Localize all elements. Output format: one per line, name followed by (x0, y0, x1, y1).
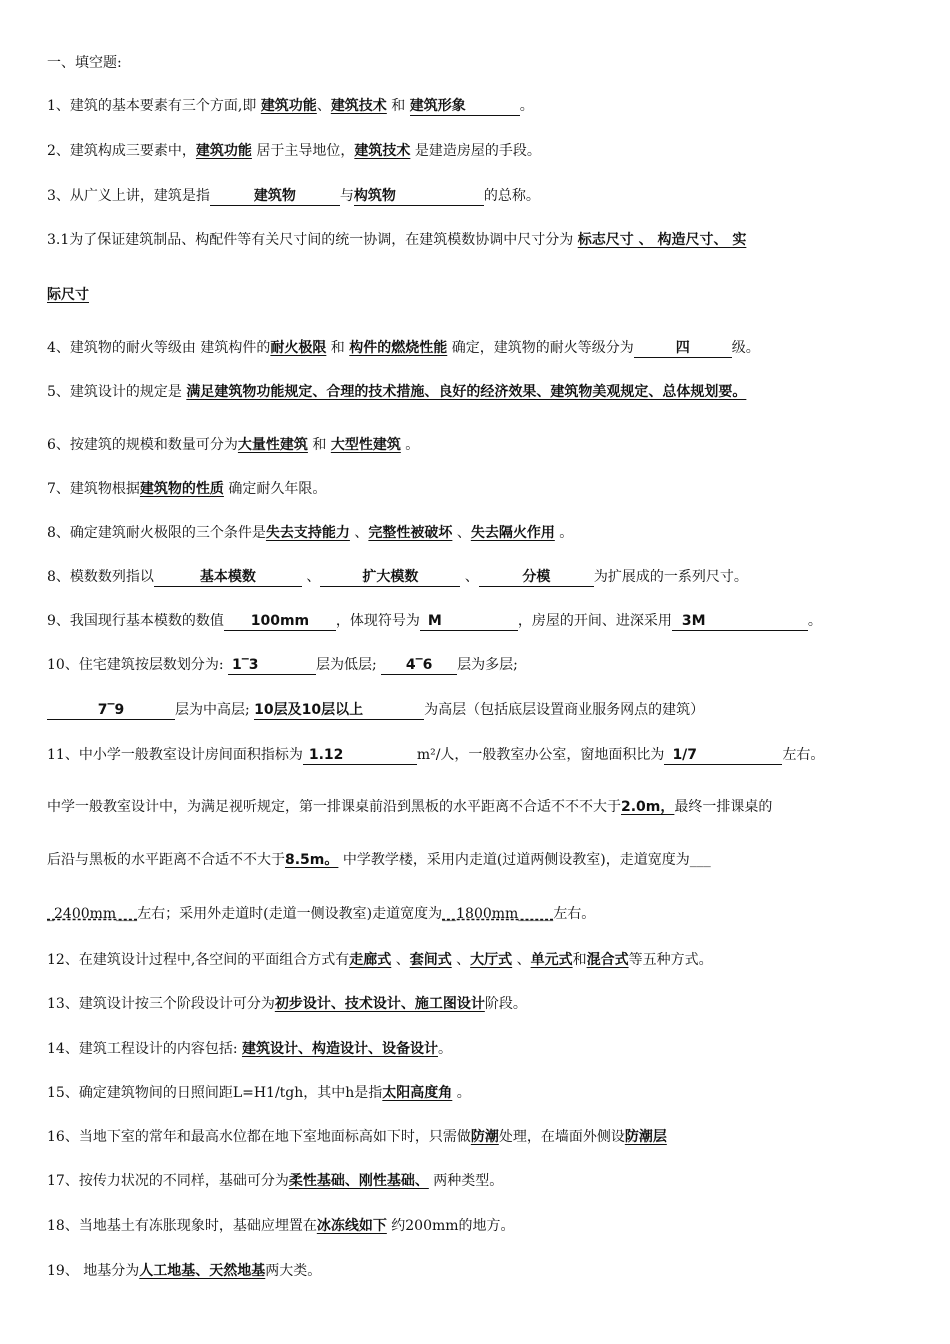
answer: 走廊式 (349, 952, 392, 968)
answer: 防潮 (470, 1129, 499, 1145)
answer: 单元式 (530, 952, 573, 968)
answer: 7‾9 (47, 701, 175, 720)
q-text: 1、建筑的基本要素有三个方面,即 (47, 98, 261, 114)
q-text: 14、建筑工程设计的内容包括: (47, 1041, 242, 1057)
answer: 构件的燃烧性能 (349, 340, 448, 356)
question-8b (47, 567, 910, 587)
answer: 扩大模数 (320, 568, 460, 587)
q-text: 、 (316, 98, 331, 114)
q-text: 约200mm的地方。 (386, 1218, 515, 1234)
question-9 (47, 611, 910, 631)
q-text: 。 (437, 1041, 452, 1057)
q-text: 居于主导地位， (251, 143, 355, 159)
question-19 (47, 1261, 910, 1281)
q-text: 8、模数数列指以 (47, 569, 154, 585)
q-text: 2、建筑构成三要素中， (47, 143, 196, 159)
answer: 1/7 (664, 746, 782, 765)
question-14 (47, 1039, 910, 1059)
answer: 8.5m。 (285, 852, 339, 868)
q-text: 4、建筑物的耐火等级由 建筑构件的 (47, 340, 271, 356)
answer: 际尺寸 (47, 287, 89, 303)
answer: 失去支持能力 (265, 525, 350, 541)
answer: 满足建筑物功能规定、合理的技术措施、良好的经济效果、建筑物美观规定、总体规划要。 (186, 384, 747, 400)
question-1 (47, 96, 910, 116)
answer: 建筑设计、构造设计、设备设计 (241, 1041, 438, 1057)
q-text: 是建造房屋的手段。 (410, 143, 541, 159)
answer: 完整性被破坏 (368, 525, 453, 541)
q-text: 16、当地下室的常年和最高水位都在地下室地面标高如下时，只需做 (47, 1129, 471, 1145)
q-text: 等五种方式。 (628, 952, 713, 968)
q-text: 18、当地基土有冻胀现象时，基础应埋置在 (47, 1218, 317, 1234)
answer: 四 (634, 339, 732, 358)
q-text: 左右。 (782, 747, 825, 763)
answer: 建筑物的性质 (139, 481, 224, 497)
question-10b (47, 700, 910, 720)
answer: 建筑技术 (354, 143, 411, 159)
answer: 基本模数 (154, 568, 302, 587)
question-7 (47, 479, 910, 499)
q-text: 与 (339, 188, 354, 204)
q-text: ，体现符号为 (335, 613, 420, 629)
q-text: 确定，建筑物的耐火等级分为 (447, 340, 634, 356)
answer: 100mm (224, 612, 336, 631)
answer: 建筑物 (210, 187, 340, 206)
answer: 建筑形象 (410, 97, 520, 116)
answer: 人工地基、天然地基 (139, 1263, 266, 1279)
question-11c (47, 850, 910, 870)
q-text: 后沿与黑板的水平距离不合适不不大于 (47, 852, 285, 868)
answer: 混合式 (586, 952, 629, 968)
q-text: 、 (451, 952, 471, 968)
answer: 太阳高度角 (382, 1085, 453, 1101)
q-text: 级。 (731, 340, 760, 356)
q-text: 10、住宅建筑按层数划分为: (47, 657, 228, 673)
question-13 (47, 994, 910, 1014)
answer: 耐火极限 (270, 340, 327, 356)
q-text: 和 (326, 340, 350, 356)
answer: 初步设计、技术设计、施工图设计 (274, 996, 485, 1012)
q-text: ，房屋的开间、进深采用 (517, 613, 672, 629)
answer: 构筑物 (354, 187, 484, 206)
question-8 (47, 523, 910, 543)
answer: 建筑功能 (260, 98, 317, 114)
q-text: 确定耐久年限。 (223, 481, 327, 497)
question-10 (47, 655, 910, 675)
answer: 3M (672, 612, 808, 631)
q-text: 层为多层; (457, 657, 518, 673)
answer: 分模 (479, 568, 594, 587)
q-text: 为扩展成的一系列尺寸。 (593, 569, 748, 585)
question-16 (47, 1127, 910, 1147)
q-text: 。 (807, 613, 822, 629)
q-text: 阶段。 (484, 996, 527, 1012)
q-text: 17、按传力状况的不同样，基础可分为 (47, 1173, 289, 1189)
q-text: 为高层（包括底层设置商业服务网点的建筑） (424, 702, 705, 718)
q-text: 左右。 (553, 906, 596, 922)
q-text: 、 (460, 569, 479, 585)
q-text: 、 (349, 525, 369, 541)
q-text: 3、从广义上讲，建筑是指 (47, 188, 210, 204)
answer: 4‾6 (381, 656, 457, 675)
q-text: 、 (301, 569, 321, 585)
section-heading (47, 53, 910, 73)
q-text: 、 (512, 952, 531, 968)
question-3-1-cont (47, 285, 910, 305)
question-4 (47, 338, 910, 358)
answer: 标志尺寸 、 构造尺寸、 实 (577, 232, 747, 248)
q-text: 、 (391, 952, 410, 968)
question-2 (47, 141, 910, 161)
answer: 套间式 (409, 952, 452, 968)
answer: 大量性建筑 (237, 437, 308, 453)
q-text: 层为低层; (315, 657, 382, 673)
question-12 (47, 950, 910, 970)
question-17 (47, 1171, 910, 1191)
answer: 失去隔火作用 (470, 525, 555, 541)
q-text: 和 (307, 437, 331, 453)
answer: 建筑技术 (330, 98, 387, 114)
q-text: 两种类型。 (428, 1173, 504, 1189)
q-text: 6、按建筑的规模和数量可分为 (47, 437, 238, 453)
q-text: 和 (386, 98, 410, 114)
q-text: 和 (572, 952, 587, 968)
answer: 10层及10层以上 (254, 701, 424, 720)
answer: 1‾3 (228, 656, 316, 675)
answer: 大厅式 (470, 952, 513, 968)
q-text: 中学教学楼，采用内走道(过道两侧设教室)，走道宽度为___ (338, 852, 711, 868)
q-text: 3.1为了保证建筑制品、构配件等有关尺寸间的统一协调，在建筑模数协调中尺寸分为 (47, 232, 578, 248)
q-text: 中学一般教室设计中，为满足视听规定，第一排课桌前沿到黑板的水平距离不合适不不不大于 (47, 799, 621, 815)
answer: 柔性基础、刚性基础、 (288, 1173, 429, 1189)
q-text: 左右；采用外走道时(走道一侧设教室)走道宽度为 (137, 906, 443, 922)
q-text: 11、中小学一般教室设计房间面积指标为 (47, 747, 303, 763)
q-text: 12、在建筑设计过程中,各空间的平面组合方式有 (47, 952, 350, 968)
question-11d (47, 904, 910, 924)
answer: 2.0m， (621, 799, 675, 815)
question-6 (47, 435, 910, 455)
q-text: 、 (452, 525, 471, 541)
q-text: 5、建筑设计的规定是 (47, 384, 187, 400)
answer: 建筑功能 (195, 143, 252, 159)
q-text: 。 (400, 437, 420, 453)
question-15 (47, 1083, 910, 1103)
answer: 冰冻线如下 (316, 1218, 387, 1234)
q-text: 两大类。 (265, 1263, 322, 1279)
q-text: 7、建筑物根据 (47, 481, 140, 497)
q-text: 处理，在墙面外侧设 (498, 1129, 625, 1145)
answer: M (420, 612, 518, 631)
answer: 防潮层 (624, 1129, 667, 1145)
answer: 1.12 (303, 746, 417, 765)
answer: 大型性建筑 (330, 437, 401, 453)
question-11b (47, 797, 910, 817)
q-text: 15、确定建筑物间的日照间距L=H1/tgh，其中h是指 (47, 1085, 383, 1101)
answer: _2400mm___ (47, 906, 138, 922)
q-text: 19、 地基分为 (47, 1263, 140, 1279)
q-text: 13、建筑设计按三个阶段设计可分为 (47, 996, 275, 1012)
answer: __1800mm_____ (442, 906, 554, 922)
question-5 (47, 382, 910, 402)
q-text: 9、我国现行基本模数的数值 (47, 613, 224, 629)
q-text: 。 (554, 525, 574, 541)
question-18 (47, 1216, 910, 1236)
q-text: 的总称。 (483, 188, 540, 204)
q-text: 8、确定建筑耐火极限的三个条件是 (47, 525, 266, 541)
q-text: m²/人，一般教室办公室，窗地面积比为 (416, 747, 665, 763)
q-text: 最终一排课桌的 (674, 799, 773, 815)
heading-text: 一、填空题: (47, 55, 122, 71)
question-3-1 (47, 230, 910, 250)
q-text: 。 (519, 98, 534, 114)
q-text: 层为中高层; (175, 702, 255, 718)
question-11 (47, 745, 910, 765)
q-text: 。 (452, 1085, 471, 1101)
question-3 (47, 186, 910, 206)
